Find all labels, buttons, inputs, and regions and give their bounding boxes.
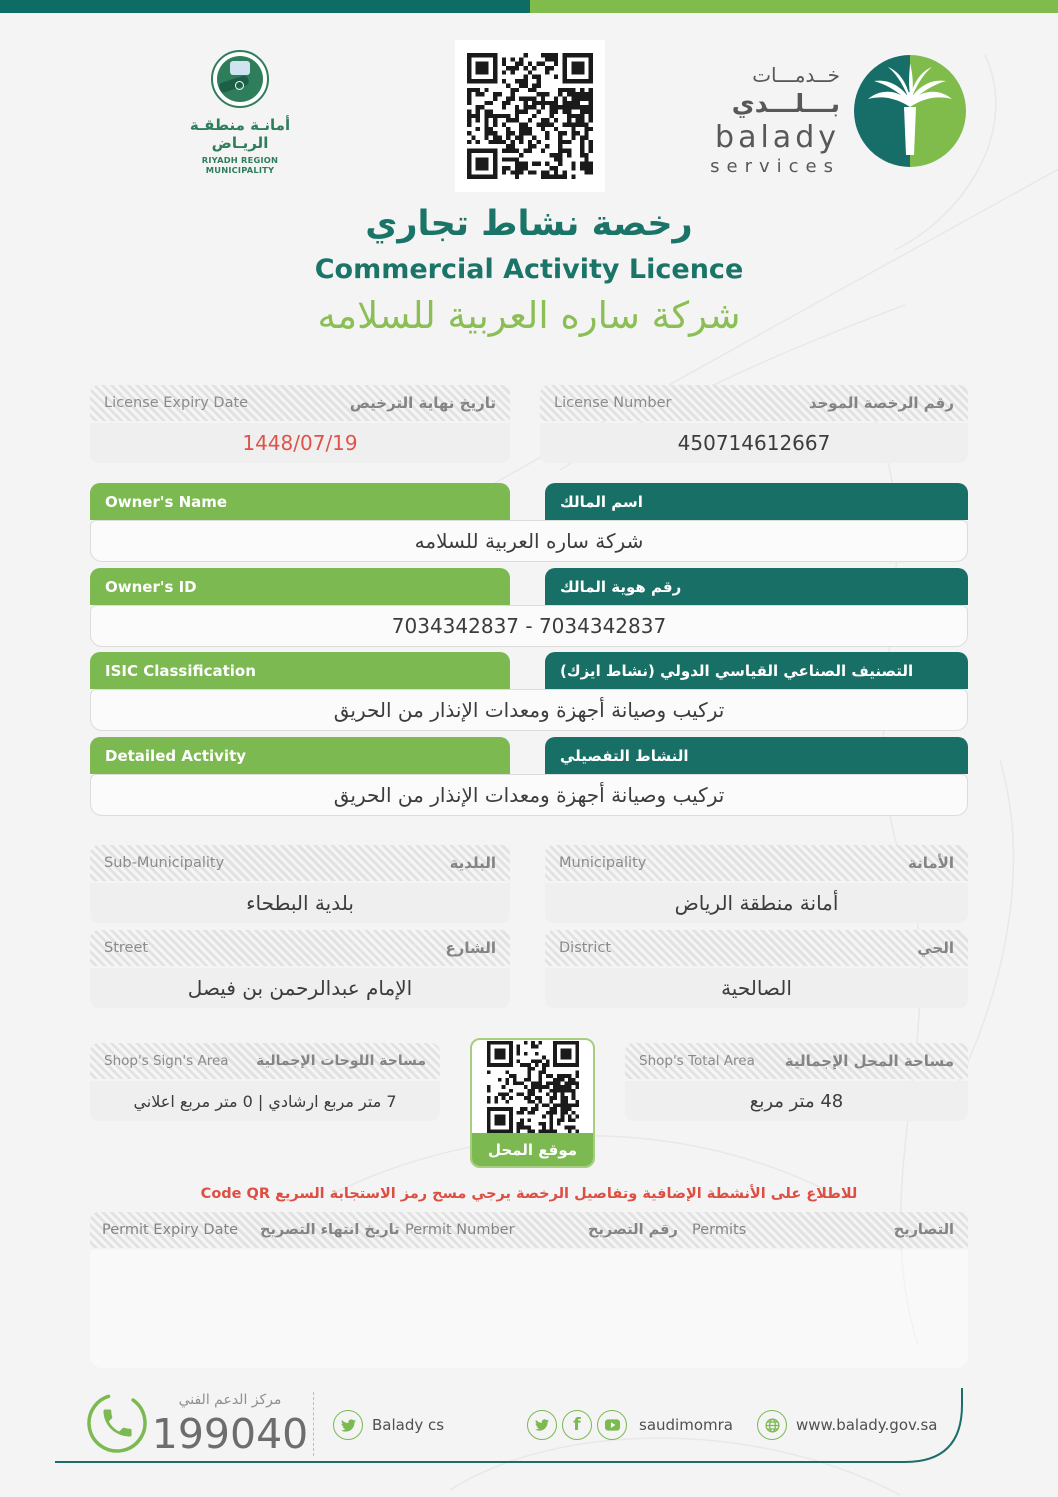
owner-name-header-en: [90, 483, 510, 520]
license-expiry-label-en: License Expiry Date: [104, 395, 249, 411]
sub-municipality-header: [90, 845, 510, 881]
balady-arabic-line1: خــدمـــات: [752, 63, 840, 87]
isic-value: تركيب وصيانة أجهزة ومعدات الإنذار من الحريق: [90, 689, 968, 731]
detailed-activity-header-en: [90, 737, 510, 774]
street-value: الإمام عبدالرحمن بن فيصل: [90, 968, 510, 1008]
district-label-en: District: [559, 940, 612, 956]
palm-tree-icon: [854, 55, 966, 167]
street-label-en: Street: [104, 940, 149, 956]
shop-location-qr-pattern: [487, 1041, 579, 1133]
balady-english-line2: services: [710, 156, 840, 177]
facebook-icon: f: [562, 1410, 592, 1440]
street-label-ar: الشارع: [445, 939, 496, 957]
balady-services-logo: [710, 55, 966, 177]
isic-header-en: [90, 652, 510, 689]
license-expiry-label-ar: تاريخ نهاية الترخيص: [349, 394, 496, 412]
topbar-green-segment: [530, 0, 1058, 13]
owner-name-value: شركة ساره العربية للسلامه: [90, 520, 968, 562]
support-center-number: 199040: [151, 1410, 309, 1458]
owner-name-label-en: Owner's Name: [105, 492, 228, 511]
twitter-account: [333, 1410, 444, 1440]
permits-table-title-ar: التصاريح: [893, 1222, 954, 1238]
shop-sign-area-label-en: Shop's Sign's Area: [104, 1053, 229, 1069]
licence-qr-pattern: [467, 53, 593, 179]
license-expiry-value: 1448/07/19: [90, 423, 510, 463]
company-name: شركة ساره العربية للسلامه: [317, 294, 741, 337]
detailed-activity-value: تركيب وصيانة أجهزة ومعدات الإنذار من الحريق: [90, 774, 968, 816]
sub-municipality-value: بلدية البطحاء: [90, 883, 510, 923]
social-accounts: [527, 1410, 733, 1440]
isic-label-ar: التصنيف الصناعي القياسي الدولي (نشاط ايزك): [560, 661, 914, 680]
owner-name-header-ar: [545, 483, 968, 520]
shop-sign-area-header: [90, 1043, 440, 1079]
licence-qr-code: [455, 40, 605, 192]
balady-arabic-line2: بـــلـــدي: [731, 89, 840, 118]
owner-id-label-ar: رقم هوية المالك: [560, 577, 682, 596]
riyadh-municipality-logo: [175, 50, 305, 175]
sub-municipality-field: [90, 845, 510, 923]
youtube-icon: [597, 1410, 627, 1440]
shop-sign-area-field: [90, 1043, 440, 1121]
shop-sign-area-label-ar: مساحة اللوحات الإجمالية: [256, 1053, 426, 1069]
phone-icon: [86, 1392, 148, 1454]
permit-expiry-col-ar: تاريخ انتهاء التصريح: [260, 1222, 400, 1238]
topbar-teal-segment: [0, 0, 530, 13]
licence-title-english: Commercial Activity Licence: [314, 254, 744, 285]
shop-total-area-value: 48 متر مربع: [625, 1081, 968, 1121]
shop-sign-area-value: 7 متر مربع ارشادي | 0 متر مربع اعلاني: [90, 1081, 440, 1121]
shop-location-label: موقع المحل: [472, 1133, 593, 1166]
license-number-value: 450714612667: [540, 423, 968, 463]
permits-table-body-empty: [90, 1250, 968, 1368]
owner-id-label-en: Owner's ID: [105, 577, 197, 596]
municipality-label-ar: الأمانة: [908, 854, 954, 872]
shop-total-area-label-ar: مساحة المحل الإجمالية: [784, 1052, 954, 1070]
website-block: [757, 1410, 937, 1440]
license-expiry-field: [90, 385, 510, 463]
district-value: الصالحية: [545, 968, 968, 1008]
license-expiry-header: [90, 385, 510, 421]
municipality-field: [545, 845, 968, 923]
district-header: [545, 930, 968, 966]
shop-total-area-header: [625, 1043, 968, 1079]
support-center-label: مركز الدعم الفني: [178, 1392, 282, 1408]
detailed-activity-header-ar: [545, 737, 968, 774]
twitter-icon: [333, 1410, 363, 1440]
municipality-header: [545, 845, 968, 881]
permits-col-en: Permits: [692, 1222, 747, 1238]
municipality-label-en: Municipality: [559, 855, 647, 871]
qr-scan-note: للاطلاع على الأنشطة الإضافية وتفاصيل الرخصة يرجي مسح رمز الاستجابة السريع Code QR: [200, 1186, 858, 1202]
support-center-block: [150, 1392, 310, 1458]
municipality-logo-arabic: أمانـة منطقـة الريـاض: [189, 116, 291, 152]
balady-english-line1: balady: [715, 120, 840, 155]
district-field: [545, 930, 968, 1008]
shop-total-area-label-en: Shop's Total Area: [639, 1053, 755, 1069]
social-handle: saudimomra: [639, 1416, 733, 1434]
globe-icon: [757, 1410, 787, 1440]
balady-logo-text: [710, 63, 840, 177]
shop-location-qr-card: [470, 1038, 595, 1168]
isic-label-en: ISIC Classification: [105, 661, 256, 680]
shop-total-area-field: [625, 1043, 968, 1121]
detailed-activity-label-ar: النشاط التفصيلي: [560, 746, 689, 765]
permit-number-col-en: Permit Number: [405, 1222, 515, 1238]
municipality-value: أمانة منطقة الرياض: [545, 883, 968, 923]
permit-number-col-ar: رقم التصريح: [588, 1222, 678, 1238]
district-label-ar: الحي: [917, 939, 954, 957]
licence-title-arabic: رخصة نشاط تجاري: [365, 204, 693, 244]
shop-location-qr-code: [472, 1040, 593, 1133]
detailed-activity-label-en: Detailed Activity: [105, 746, 247, 765]
isic-header-ar: [545, 652, 968, 689]
street-field: [90, 930, 510, 1008]
owner-id-value: 7034342837 - 7034342837: [90, 605, 968, 647]
municipality-logo-english: RIYADH REGION MUNICIPALITY: [201, 155, 279, 175]
footer-divider: [313, 1392, 314, 1456]
permit-expiry-col-en: Permit Expiry Date: [102, 1222, 239, 1238]
street-header: [90, 930, 510, 966]
riyadh-municipality-emblem-icon: [211, 50, 269, 108]
license-number-label-en: License Number: [554, 395, 672, 411]
twitter-icon: [527, 1410, 557, 1440]
website-url: www.balady.gov.sa: [796, 1416, 938, 1434]
license-number-label-ar: رقم الرخصة الموحد: [808, 394, 954, 412]
twitter-handle: Balady cs: [372, 1416, 445, 1434]
owner-id-header-en: [90, 568, 510, 605]
license-number-header: [540, 385, 968, 421]
sub-municipality-label-en: Sub-Municipality: [104, 855, 225, 871]
license-number-field: [540, 385, 968, 463]
sub-municipality-label-ar: البلدية: [449, 854, 496, 872]
permits-table-header: [90, 1212, 968, 1248]
owner-name-label-ar: اسم المالك: [560, 492, 643, 511]
owner-id-header-ar: [545, 568, 968, 605]
